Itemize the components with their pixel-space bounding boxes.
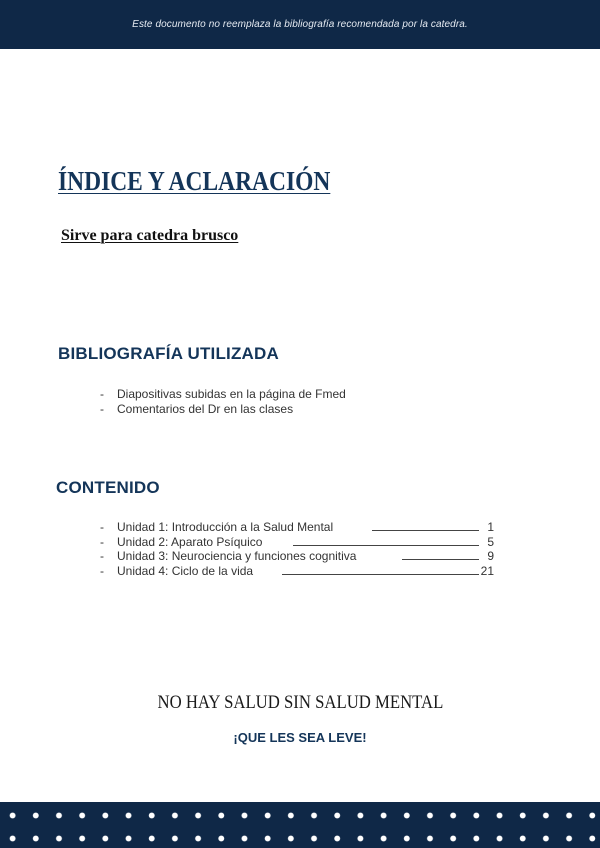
toc-entry[interactable] <box>100 564 500 579</box>
dash-bullet: - <box>100 387 104 401</box>
dash-bullet: - <box>100 534 104 549</box>
header-banner <box>0 0 600 49</box>
toc-page-number: 21 <box>480 563 494 578</box>
toc-entry-label: Unidad 4: Ciclo de la vida <box>117 563 254 578</box>
slogan <box>0 692 600 714</box>
page-subtitle: Sirve para catedra brusco <box>61 227 239 244</box>
dash-bullet: - <box>100 401 104 416</box>
dash-bullet: - <box>100 520 104 534</box>
toc-leader-line <box>282 574 479 575</box>
slogan-text: NO HAY SALUD SIN SALUD MENTAL <box>157 692 443 713</box>
toc-leader-line <box>293 545 479 546</box>
toc-entry[interactable] <box>100 520 500 535</box>
toc-page-number: 5 <box>487 534 494 549</box>
toc-page-number: 1 <box>487 520 494 534</box>
bibliography-item-text: Diapositivas subidas en la página de Fmed <box>117 387 346 401</box>
toc-page-number: 9 <box>487 549 494 563</box>
toc-entry-label: Unidad 2: Aparato Psíquico <box>117 534 263 549</box>
table-of-contents <box>100 520 500 578</box>
closing-message: ¡QUE LES SEA LEVE! <box>233 730 367 745</box>
toc-entry-label: Unidad 3: Neurociencia y funciones cognitiva <box>117 549 357 563</box>
toc-entry-label: Unidad 1: Introducción a la Salud Mental <box>117 520 334 534</box>
toc-entry[interactable] <box>100 535 500 550</box>
disclaimer-text: Este documento no reemplaza la bibliografía recomendada por la catedra. <box>132 19 468 30</box>
toc-leader-line <box>402 559 479 560</box>
bibliography-item-text: Comentarios del Dr en las clases <box>117 401 294 416</box>
footer-dot-pattern <box>0 802 600 848</box>
dash-bullet: - <box>100 549 104 563</box>
page-title: ÍNDICE Y ACLARACIÓN <box>58 166 331 196</box>
dash-bullet: - <box>100 563 104 578</box>
bibliography-heading: BIBLIOGRAFÍA UTILIZADA <box>58 344 279 363</box>
toc-leader-line <box>372 530 479 531</box>
toc-entry[interactable] <box>100 549 500 564</box>
contents-heading: CONTENIDO <box>56 478 160 497</box>
